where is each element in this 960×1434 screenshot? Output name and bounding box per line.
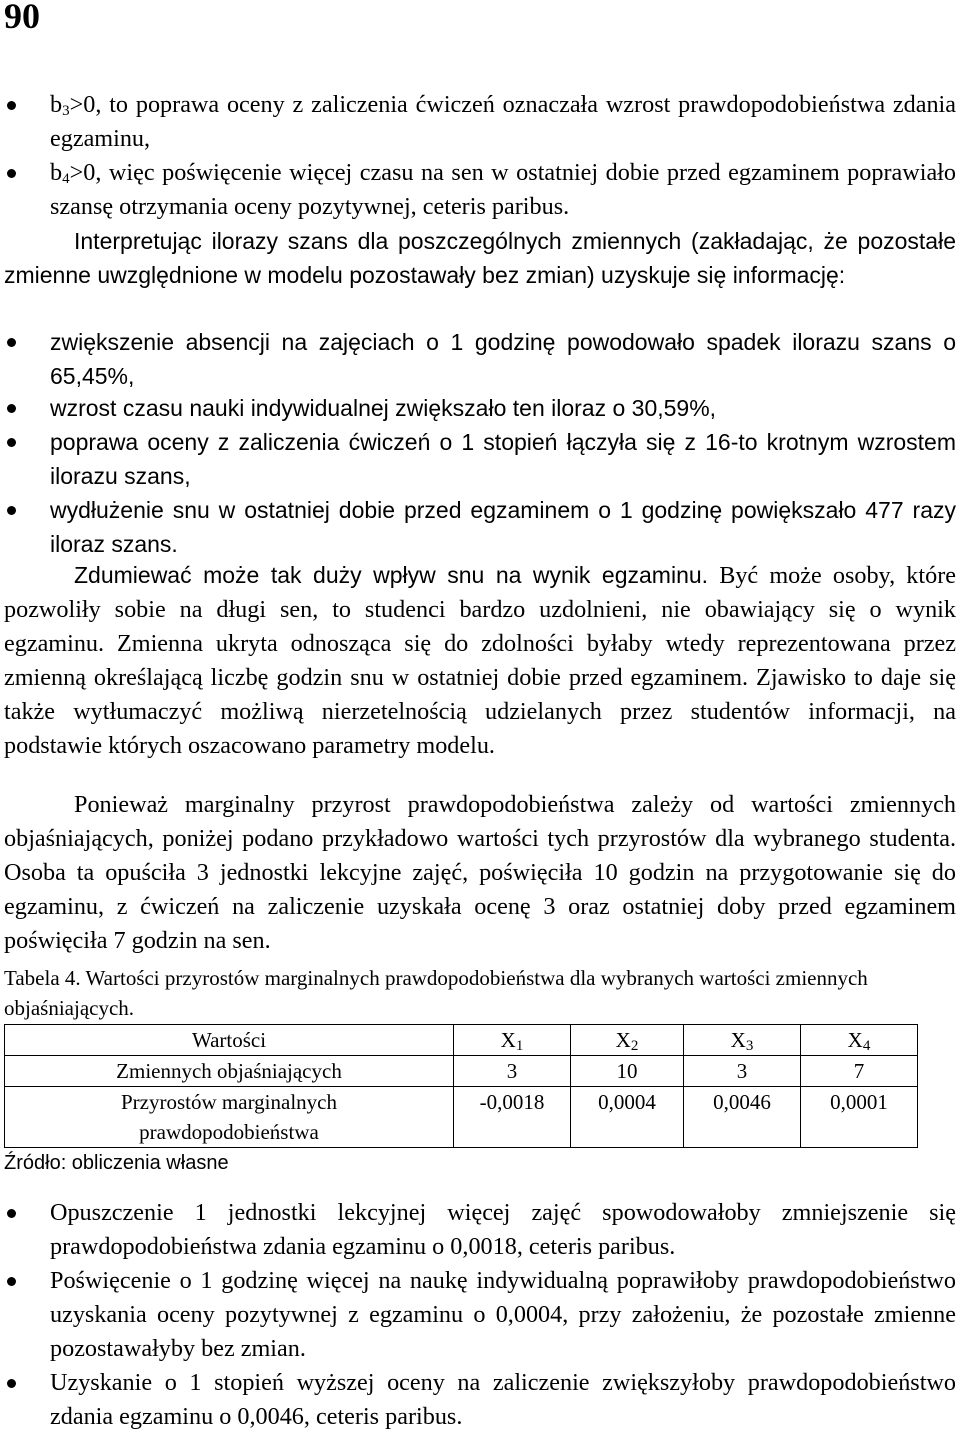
paragraph-sleep-effect-part2: Być może osoby, które pozwoliły sobie na długi sen, to studenci bardzo uzdolnieni, nie obawiający się o wynik egzaminu. Zmienna ukryta odnosząca się do zdolności byłaby wtedy reprezentowana przez zmienną określającą liczbę godzin snu w ostatniej dobie przed egzaminem. Zjawisko to daje się także wytłumaczyć możliwą nierzetelnością udzielanych przez studentów informacji, na podstawie których oszacowano parametry modelu. <box>4 562 956 759</box>
table-cell: 0,0046 <box>684 1087 801 1148</box>
table-row-label: Przyrostów marginalnych prawdopodobieństwa <box>5 1087 454 1148</box>
list-item <box>4 325 956 393</box>
table-row-label: Zmiennych objaśniających <box>5 1056 454 1087</box>
table-cell: 0,0001 <box>801 1087 918 1148</box>
bullet-icon <box>7 438 16 447</box>
list-item-text: Poświęcenie o 1 godzinę więcej na naukę indywidualną poprawiłoby prawdopodobieństwo uzyskania oceny pozytywnej z egzaminu o 0,0004, przy założeniu, że pozostałe zmienne pozostawałyby bez zmian. <box>50 1267 956 1362</box>
list-item <box>4 156 956 224</box>
paragraph-interpretation: Interpretując ilorazy szans dla poszczególnych zmiennych (zakładając, że pozostałe zmienne uwzględnione w modelu pozostawały bez zmian) uzyskuje się informację: <box>4 228 956 288</box>
coef-symbol: b <box>50 159 63 186</box>
list-item <box>4 88 956 156</box>
table-header-cell: $X_4$ <box>801 1025 918 1056</box>
list-item-text: wydłużenie snu w ostatniej dobie przed egzaminem o 1 godzinę powiększało 477 razy iloraz szans. <box>50 497 956 557</box>
bullet-list-odds-ratios <box>4 325 956 561</box>
bullet-icon <box>7 169 16 178</box>
table-header-cell: $X_1$ <box>454 1025 571 1056</box>
list-item <box>4 493 956 561</box>
table-caption: Tabela 4. Wartości przyrostów marginalnych prawdopodobieństwa dla wybranych wartości zmiennych objaśniających. <box>4 966 868 1020</box>
table-cell: 10 <box>571 1056 684 1087</box>
table-cell: 0,0004 <box>571 1087 684 1148</box>
paragraph-sleep-effect-part1: Zdumiewać może tak duży wpływ snu na wynik egzaminu. <box>74 562 709 588</box>
list-item-text: >0, więc poświęcenie więcej czasu na sen w ostatniej dobie przed egzaminem poprawiało szansę otrzymania oceny pozytywnej, ceteris paribus. <box>50 159 956 220</box>
coef-subscript: 4 <box>62 171 70 187</box>
table-header-cell: $X_2$ <box>571 1025 684 1056</box>
bullet-icon <box>7 506 16 515</box>
table-cell: 3 <box>684 1056 801 1087</box>
bullet-icon <box>7 101 16 110</box>
paragraph-marginal-effects: Ponieważ marginalny przyrost prawdopodobieństwa zależy od wartości zmiennych objaśniających, poniżej podano przykładowo wartości tych przyrostów dla wybranego studenta. Osoba ta opuściła 3 jednostki lekcyjne zajęć, poświęciła 10 godzin na przygotowanie się do egzaminu, z ćwiczeń na zaliczenie uzyskała ocenę 3 oraz ostatniej doby przed egzaminem poświęciła 7 godzin na sen. <box>4 791 956 954</box>
bullet-icon <box>7 338 16 347</box>
list-item <box>4 1196 956 1264</box>
list-item-text: zwiększenie absencji na zajęciach o 1 godzinę powodowało spadek ilorazu szans o 65,45%, <box>50 329 956 389</box>
bullet-icon <box>7 1209 16 1218</box>
table-cell: -0,0018 <box>454 1087 571 1148</box>
list-item-text: Opuszczenie 1 jednostki lekcyjnej więcej zajęć spowodowałoby zmniejszenie się prawdopodobieństwa zdania egzaminu o 0,0018, ceteris paribus. <box>50 1199 956 1260</box>
coef-subscript: 3 <box>62 103 70 119</box>
coef-symbol: b <box>50 91 63 118</box>
bullet-icon <box>7 1379 16 1388</box>
list-item-text: poprawa oceny z zaliczenia ćwiczeń o 1 stopień łączyła się z 16-to krotnym wzrostem ilorazu szans, <box>50 429 956 489</box>
table-cell: 3 <box>454 1056 571 1087</box>
table-source: Źródło: obliczenia własne <box>4 1152 229 1174</box>
table-header-cell: Wartości <box>5 1025 454 1056</box>
table-row <box>5 1087 918 1148</box>
list-item <box>4 1264 956 1366</box>
list-item <box>4 391 956 425</box>
bullet-icon <box>7 1277 16 1286</box>
list-item <box>4 1366 956 1434</box>
list-item-text: wzrost czasu nauki indywidualnej zwiększało ten iloraz o 30,59%, <box>50 395 717 421</box>
list-item <box>4 425 956 493</box>
table-cell: 7 <box>801 1056 918 1087</box>
table-row <box>5 1056 918 1087</box>
bullet-list-interpretation <box>4 1196 956 1434</box>
bullet-list-coefficients <box>4 88 956 224</box>
table-header-row <box>5 1025 918 1056</box>
page-number: 90 <box>4 0 40 36</box>
list-item-text: Uzyskanie o 1 stopień wyższej oceny na zaliczenie zwiększyłoby prawdopodobieństwo zdania egzaminu o 0,0046, ceteris paribus. <box>50 1369 956 1430</box>
table-header-cell: $X_3$ <box>684 1025 801 1056</box>
paragraph-sleep-effect <box>4 558 956 763</box>
marginal-effects-table <box>4 1024 918 1148</box>
bullet-icon <box>7 404 16 413</box>
list-item-text: >0, to poprawa oceny z zaliczenia ćwiczeń oznaczała wzrost prawdopodobieństwa zdania egzaminu, <box>50 91 956 152</box>
